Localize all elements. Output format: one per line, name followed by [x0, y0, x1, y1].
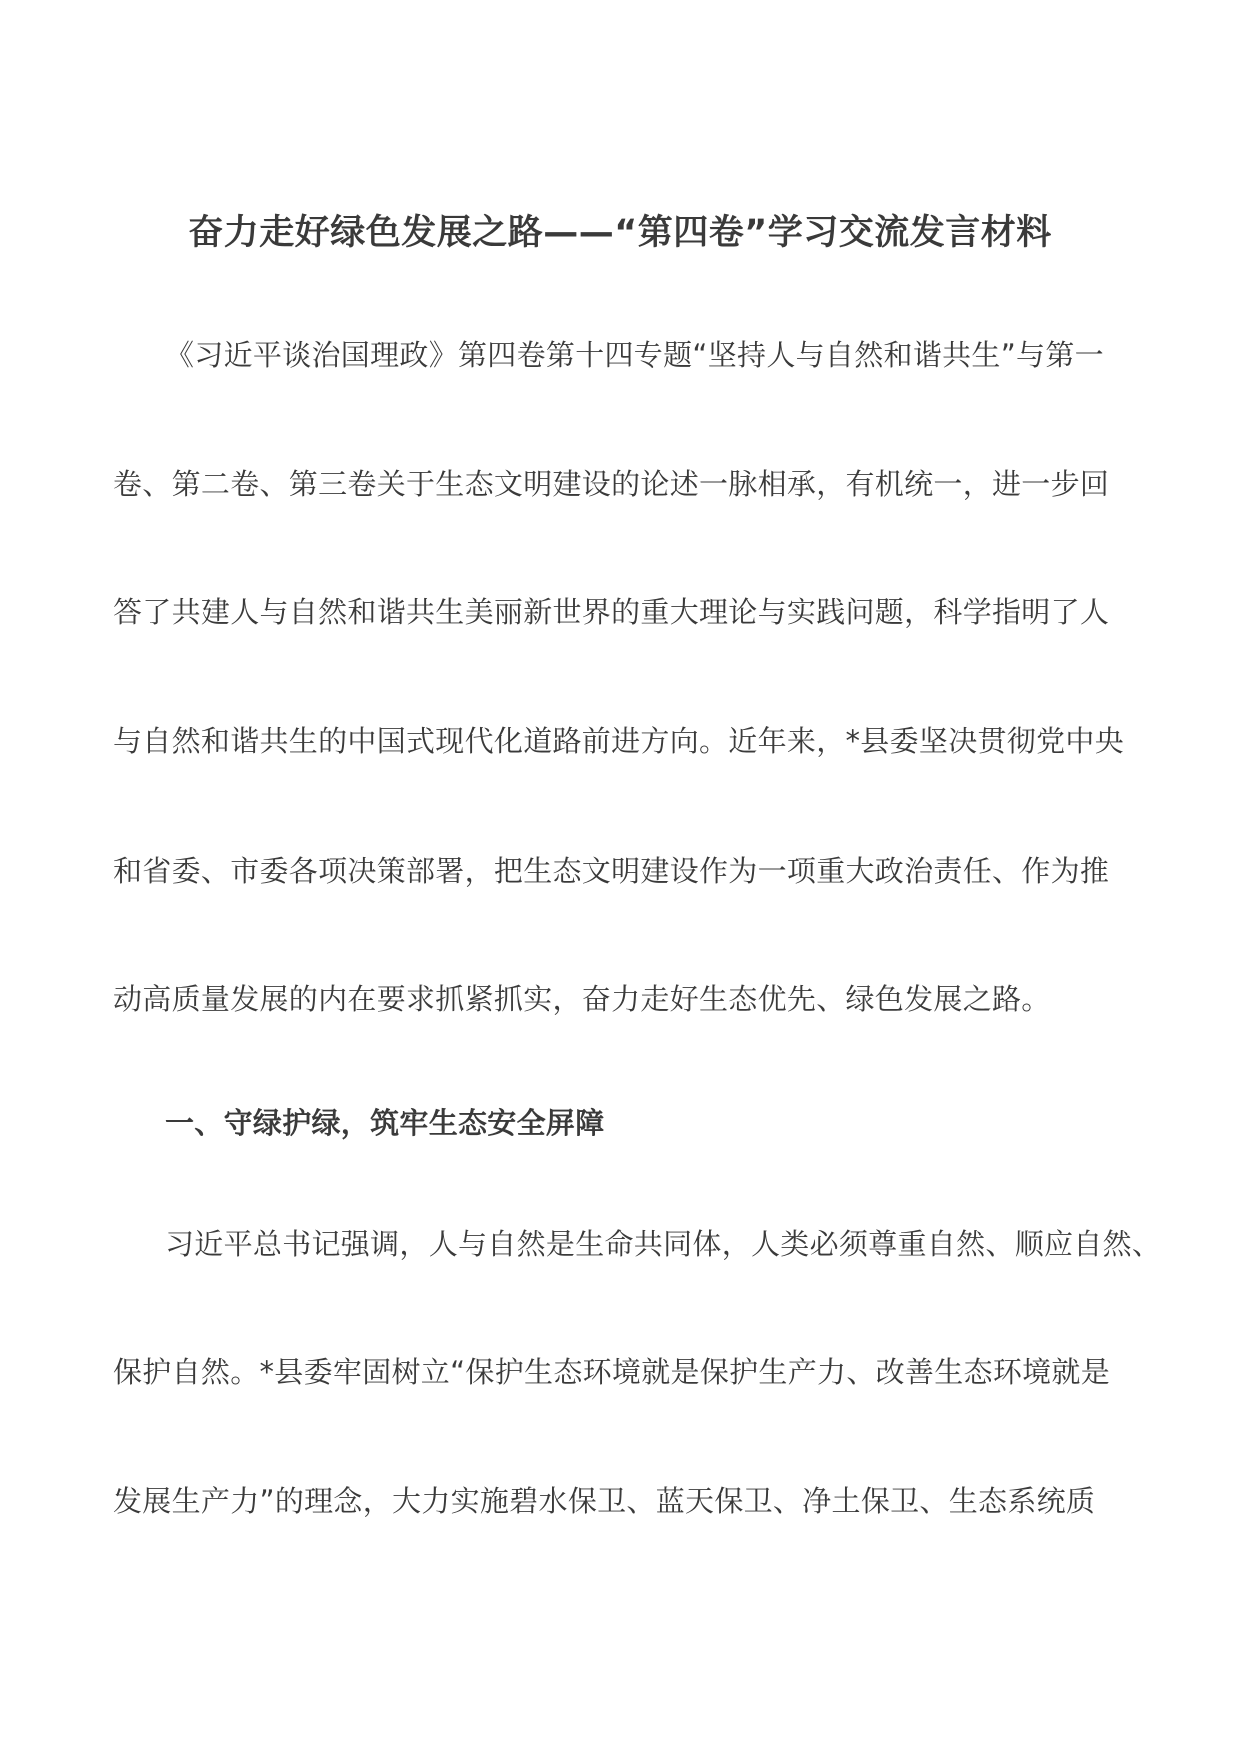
section-1-heading: 一、守绿护绿，筑牢生态安全屏障 [165, 1106, 605, 1140]
paragraph-1-line-2: 卷、第二卷、第三卷关于生态文明建设的论述一脉相承，有机统一，进一步回 [113, 467, 1110, 501]
paragraph-2-line-3: 发展生产力”的理念，大力实施碧水保卫、蓝天保卫、净土保卫、生态系统质 [113, 1484, 1096, 1518]
document-title: 奋力走好绿色发展之路——“第四卷”学习交流发言材料 [188, 213, 1052, 253]
paragraph-2-line-1: 习近平总书记强调，人与自然是生命共同体，人类必须尊重自然、顺应自然、 [165, 1227, 1162, 1261]
paragraph-1-line-1: 《习近平谈治国理政》第四卷第十四专题“坚持人与自然和谐共生”与第一 [165, 338, 1104, 372]
paragraph-1-line-3: 答了共建人与自然和谐共生美丽新世界的重大理论与实践问题，科学指明了人 [113, 595, 1110, 629]
paragraph-1-line-4: 与自然和谐共生的中国式现代化道路前进方向。近年来，*县委坚决贯彻党中央 [113, 724, 1125, 758]
paragraph-1-line-5: 和省委、市委各项决策部署，把生态文明建设作为一项重大政治责任、作为推 [113, 854, 1110, 888]
paragraph-2-line-2: 保护自然。*县委牢固树立“保护生态环境就是保护生产力、改善生态环境就是 [113, 1355, 1111, 1389]
paragraph-1-line-6: 动高质量发展的内在要求抓紧抓实，奋力走好生态优先、绿色发展之路。 [113, 982, 1051, 1016]
